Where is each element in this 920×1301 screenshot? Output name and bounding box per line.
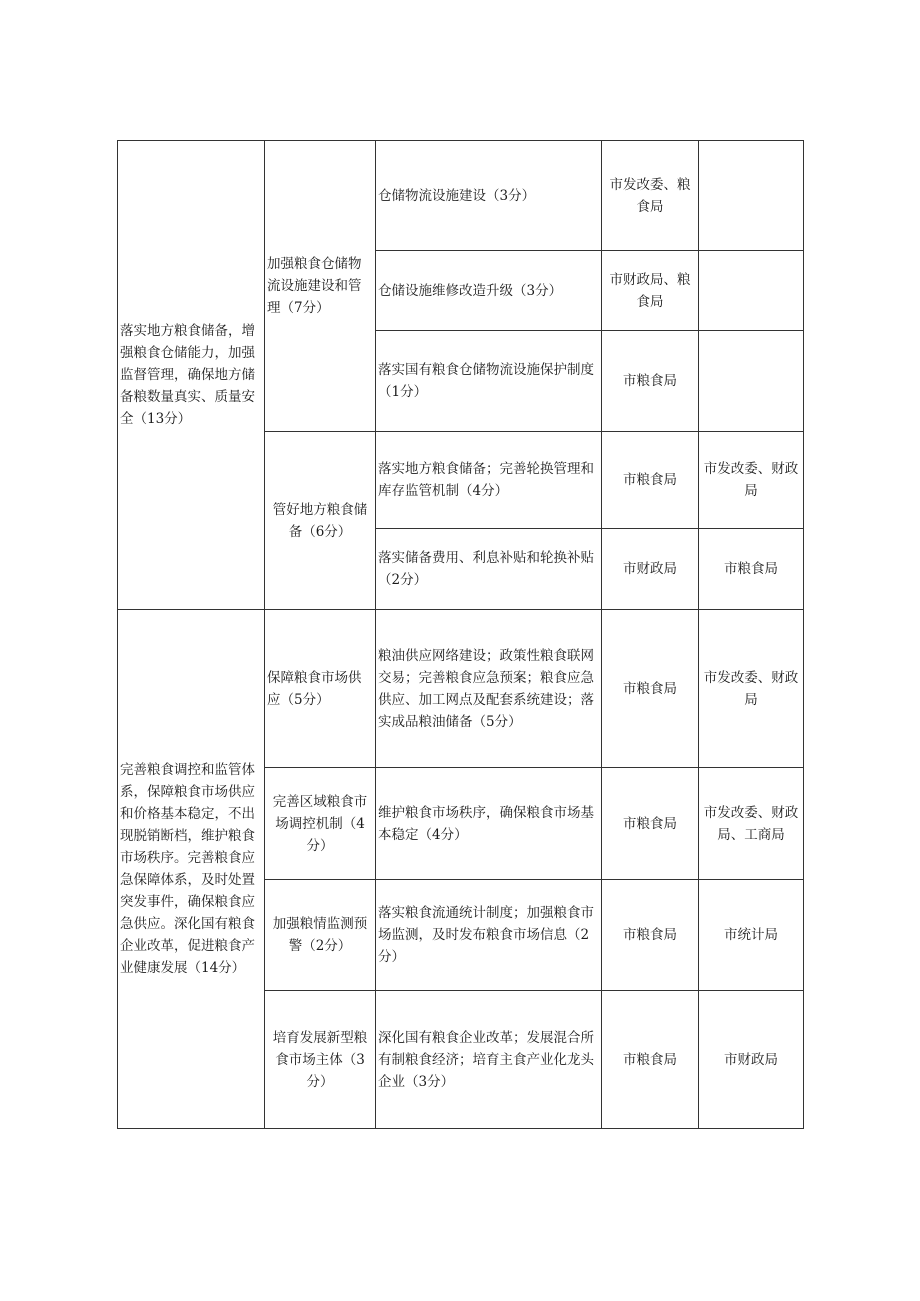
- coop-dept-cell: [699, 331, 804, 432]
- lead-dept-cell: 市财政局、粮食局: [602, 251, 699, 331]
- coop-dept-cell: 市统计局: [699, 880, 804, 991]
- table-row: [118, 141, 804, 251]
- measure-cell: 加强粮情监测预警（2分）: [265, 880, 376, 991]
- measure-cell: 加强粮食仓储物流设施建设和管理（7分）: [265, 141, 376, 432]
- task-cell: 维护粮食市场秩序，确保粮食市场基本稳定（4分）: [376, 768, 602, 880]
- coop-dept-cell: 市发改委、财政局、工商局: [699, 768, 804, 880]
- lead-dept-cell: 市粮食局: [602, 768, 699, 880]
- assessment-table: [117, 140, 804, 1129]
- task-cell: 落实地方粮食储备；完善轮换管理和库存监管机制（4分）: [376, 432, 602, 529]
- task-cell: 仓储物流设施建设（3分）: [376, 141, 602, 251]
- table-row: [118, 610, 804, 768]
- lead-dept-cell: 市财政局: [602, 529, 699, 610]
- coop-dept-cell: 市粮食局: [699, 529, 804, 610]
- task-cell: 深化国有粮食企业改革；发展混合所有制粮食经济；培育主食产业化龙头企业（3分）: [376, 991, 602, 1129]
- lead-dept-cell: 市粮食局: [602, 880, 699, 991]
- lead-dept-cell: 市粮食局: [602, 432, 699, 529]
- measure-cell: 完善区域粮食市场调控机制（4分）: [265, 768, 376, 880]
- measure-cell: 管好地方粮食储备（6分）: [265, 432, 376, 610]
- lead-dept-cell: 市粮食局: [602, 331, 699, 432]
- lead-dept-cell: 市粮食局: [602, 991, 699, 1129]
- lead-dept-cell: 市发改委、粮食局: [602, 141, 699, 251]
- lead-dept-cell: 市粮食局: [602, 610, 699, 768]
- coop-dept-cell: 市发改委、财政局: [699, 432, 804, 529]
- task-cell: 落实国有粮食仓储物流设施保护制度（1分）: [376, 331, 602, 432]
- task-cell: 仓储设施维修改造升级（3分）: [376, 251, 602, 331]
- coop-dept-cell: [699, 251, 804, 331]
- goal-cell: 落实地方粮食储备，增强粮食仓储能力，加强监督管理，确保地方储备粮数量真实、质量安全（13分）: [118, 141, 265, 610]
- measure-cell: 保障粮食市场供应（5分）: [265, 610, 376, 768]
- task-cell: 落实粮食流通统计制度；加强粮食市场监测，及时发布粮食市场信息（2分）: [376, 880, 602, 991]
- measure-cell: 培育发展新型粮食市场主体（3分）: [265, 991, 376, 1129]
- task-cell: 粮油供应网络建设；政策性粮食联网交易；完善粮食应急预案；粮食应急供应、加工网点及配套系统建设；落实成品粮油储备（5分）: [376, 610, 602, 768]
- task-cell: 落实储备费用、利息补贴和轮换补贴（2分）: [376, 529, 602, 610]
- coop-dept-cell: 市财政局: [699, 991, 804, 1129]
- goal-cell: 完善粮食调控和监管体系，保障粮食市场供应和价格基本稳定，不出现脱销断档，维护粮食市场秩序。完善粮食应急保障体系，及时处置突发事件，确保粮食应急供应。深化国有粮食企业改革，促进粮食产业健康发展（14分）: [118, 610, 265, 1129]
- coop-dept-cell: [699, 141, 804, 251]
- coop-dept-cell: 市发改委、财政局: [699, 610, 804, 768]
